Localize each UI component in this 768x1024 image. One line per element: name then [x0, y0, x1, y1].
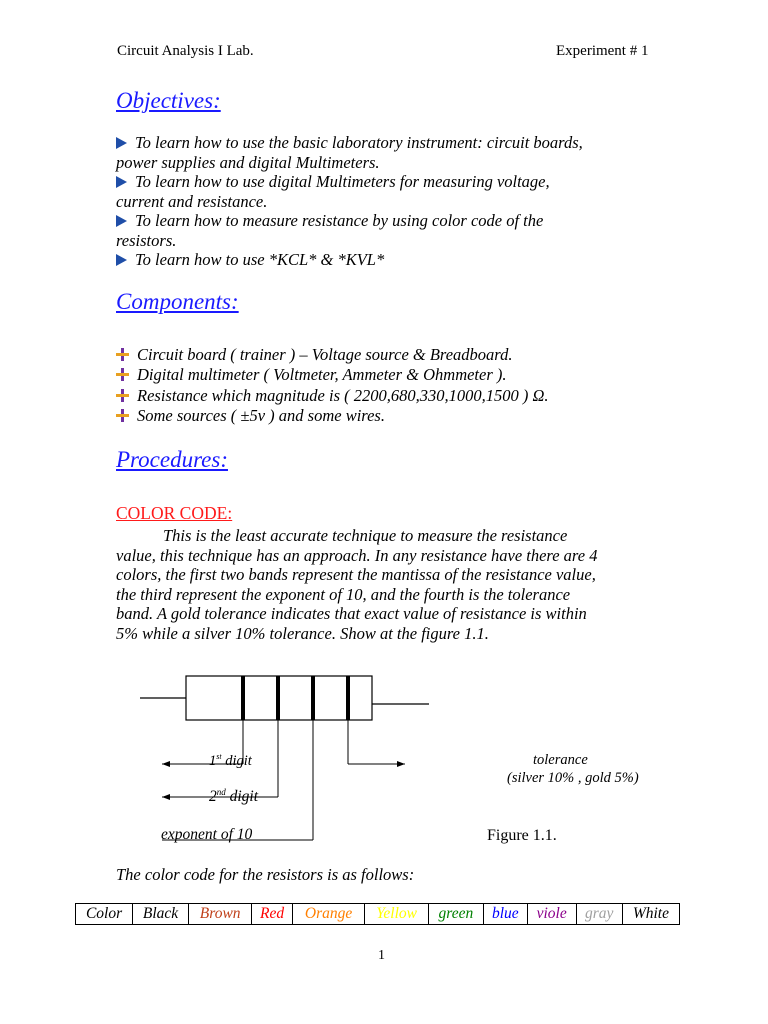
figure-caption: Figure 1.1.	[487, 827, 557, 844]
color-cell-white: White	[622, 904, 679, 925]
objectives-title: Objectives:	[116, 88, 221, 113]
header-left: Circuit Analysis I Lab.	[117, 43, 254, 59]
objective-item: To learn how to measure resistance by using color code of the	[116, 211, 543, 231]
color-code-row	[76, 904, 680, 925]
objective-item-continued: current and resistance.	[116, 191, 268, 211]
plus-bullet-icon	[116, 409, 129, 422]
label-exponent: exponent of 10	[161, 826, 253, 843]
color-cell-brown: Brown	[188, 904, 251, 925]
arrow-head-icon	[397, 761, 405, 767]
component-item: Circuit board ( trainer ) – Voltage source & Breadboard.	[116, 345, 513, 365]
color-cell-red: Red	[252, 904, 292, 925]
table-intro: The color code for the resistors is as follows:	[116, 865, 415, 884]
color-cell-blue: blue	[483, 904, 527, 925]
color-cell-color: Color	[76, 904, 133, 925]
component-item: Digital multimeter ( Voltmeter, Ammeter & Ohmmeter ).	[116, 365, 507, 385]
color-cell-yellow: Yellow	[365, 904, 428, 925]
color-cell-gray: gray	[576, 904, 622, 925]
plus-bullet-icon	[116, 368, 129, 381]
components-title: Components:	[116, 289, 239, 314]
resistor-diagram	[0, 660, 768, 850]
label-1st-digit: 1st digit	[209, 752, 252, 769]
procedures-title: Procedures:	[116, 447, 228, 472]
objective-item: To learn how to use digital Multimeters for measuring voltage,	[116, 172, 550, 192]
arrow-head-icon	[162, 761, 170, 767]
plus-bullet-icon	[116, 389, 129, 402]
objective-item-continued: power supplies and digital Multimeters.	[116, 152, 380, 172]
page-number: 1	[378, 948, 385, 963]
plus-bullet-icon	[116, 348, 129, 361]
arrow-bullet-icon	[116, 176, 127, 188]
arrow-bullet-icon	[116, 215, 127, 227]
label-tolerance-detail: (silver 10% , gold 5%)	[507, 770, 639, 786]
color-code-title: COLOR CODE:	[116, 503, 233, 523]
header-right: Experiment # 1	[556, 43, 649, 59]
color-cell-viole: viole	[527, 904, 576, 925]
objective-item: To learn how to use the basic laboratory instrument: circuit boards,	[116, 133, 583, 153]
color-code-table	[75, 903, 680, 925]
label-tolerance: tolerance	[533, 752, 588, 768]
arrow-bullet-icon	[116, 254, 127, 266]
color-cell-black: Black	[133, 904, 189, 925]
objective-item-continued: resistors.	[116, 230, 177, 250]
label-2nd-digit: 2nd digit	[209, 787, 259, 806]
color-code-paragraph: This is the least accurate technique to measure the resistance value, this technique has an approach. In any resistance have there are 4 colors, the first two bands represent the mantissa of the resistance value, the third represent the exponent of 10, and the fourth is the tolerance band. A gold tolerance indicates that exact value of resistance is within 5% while a silver 10% tolerance. Show at the figure 1.1.	[116, 526, 598, 643]
component-item: Some sources ( ±5v ) and some wires.	[116, 406, 385, 426]
arrow-bullet-icon	[116, 137, 127, 149]
objective-item: To learn how to use *KCL* & *KVL*	[116, 250, 384, 270]
component-item: Resistance which magnitude is ( 2200,680,330,1000,1500 ) Ω.	[116, 386, 549, 406]
color-cell-green: green	[428, 904, 483, 925]
arrow-head-icon	[162, 794, 170, 800]
color-cell-orange: Orange	[292, 904, 365, 925]
